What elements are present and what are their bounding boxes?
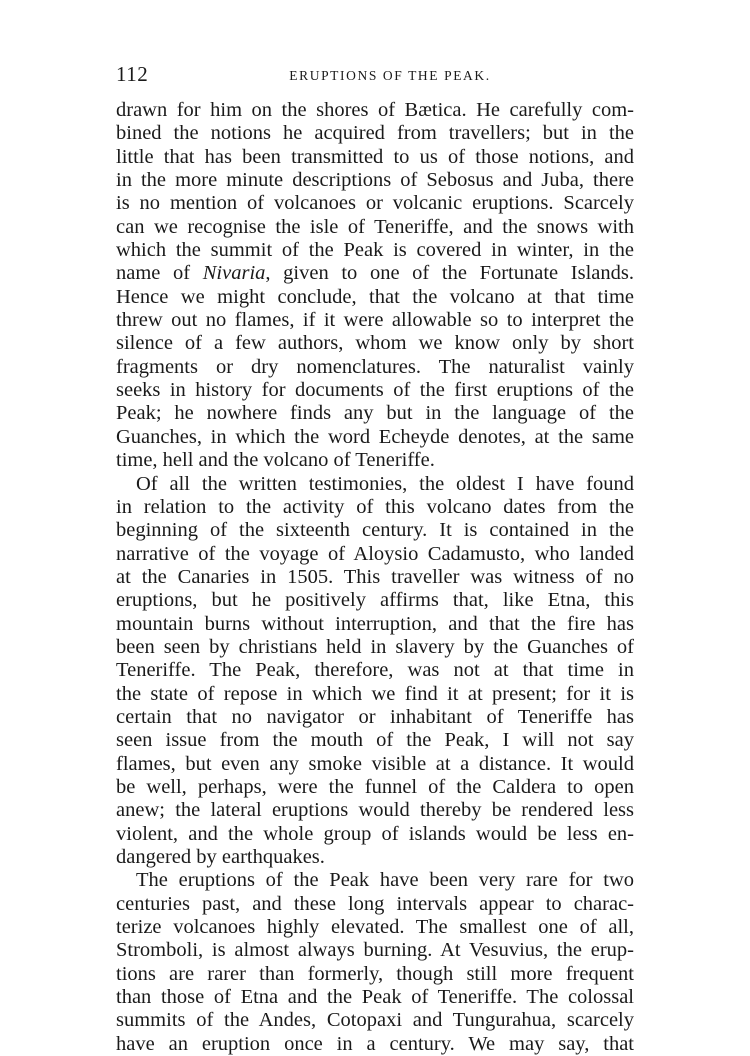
- text-line: beginning of the sixteenth century. It is contained in the: [116, 519, 634, 542]
- text-line: name of Nivaria, given to one of the Fortunate Islands.: [116, 262, 634, 285]
- text-line: eruptions, but he positively affirms that, like Etna, this: [116, 589, 634, 612]
- text-line: at the Canaries in 1505. This traveller was witness of no: [116, 565, 634, 588]
- text-line: fragments or dry nomenclatures. The naturalist vainly: [116, 355, 634, 378]
- text-line: in relation to the activity of this volcano dates from the: [116, 495, 634, 518]
- page-header: [116, 60, 634, 90]
- text-line: in the more minute descriptions of Sebosus and Juba, there: [116, 169, 634, 192]
- text-line: drawn for him on the shores of Bætica. He carefully com-: [116, 99, 634, 121]
- text-line: dangered by earthquakes.: [116, 846, 325, 868]
- text-line: time, hell and the volcano of Teneriffe.: [116, 449, 435, 472]
- italic-term: Nivaria: [202, 262, 266, 285]
- text-line: violent, and the whole group of islands would be less en-: [116, 822, 634, 845]
- body-text: [116, 99, 634, 1056]
- text-line: seen issue from the mouth of the Peak, I will not say: [116, 729, 634, 752]
- text-line: flames, but even any smoke visible at a distance. It would: [116, 752, 634, 775]
- text-line: the state of repose in which we find it at present; for it is: [116, 682, 634, 705]
- text-line: bined the notions he acquired from travellers; but in the: [116, 122, 634, 145]
- text-line: Peak; he nowhere finds any but in the language of the: [116, 402, 634, 425]
- text-line: little that has been transmitted to us of those notions, and: [116, 145, 634, 168]
- text-line: centuries past, and these long intervals appear to charac-: [116, 892, 634, 915]
- text-line: mountain burns without interruption, and that the fire has: [116, 612, 634, 635]
- text-line: which the summit of the Peak is covered in winter, in the: [116, 239, 634, 262]
- text-line: Teneriffe. The Peak, therefore, was not at that time in: [116, 659, 634, 682]
- text-line: be well, perhaps, were the funnel of the Caldera to open: [116, 775, 634, 798]
- page-number: 112: [116, 62, 149, 86]
- text-line: Guanches, in which the word Echeyde denotes, at the same: [116, 425, 634, 448]
- text-line: than those of Etna and the Peak of Teneriffe. The colossal: [116, 986, 634, 1009]
- text-line: anew; the lateral eruptions would thereby be rendered less: [116, 799, 634, 822]
- text-line: is no mention of volcanoes or volcanic eruptions. Scarcely: [116, 192, 634, 215]
- text-line: certain that no navigator or inhabitant of Teneriffe has: [116, 705, 634, 728]
- text-line: Of all the written testimonies, the oldest I have found: [136, 472, 634, 495]
- text-line: Stromboli, is almost always burning. At Vesuvius, the erup-: [116, 939, 634, 962]
- text-line: Hence we might conclude, that the volcano at that time: [116, 285, 634, 308]
- text-line: terize volcanoes highly elevated. The smallest one of all,: [116, 916, 634, 939]
- text-line: can we recognise the isle of Teneriffe, and the snows with: [116, 215, 634, 238]
- text-line: narrative of the voyage of Aloysio Cadamusto, who landed: [116, 542, 634, 565]
- text-line: have an eruption once in a century. We may say, that: [116, 1032, 634, 1055]
- text-line: summits of the Andes, Cotopaxi and Tungurahua, scarcely: [116, 1009, 634, 1032]
- text-line: seeks in history for documents of the first eruptions of the: [116, 379, 634, 402]
- text-line: silence of a few authors, whom we know only by short: [116, 332, 634, 355]
- text-line: tions are rarer than formerly, though still more frequent: [116, 962, 634, 985]
- running-head: ERUPTIONS OF THE PEAK.: [289, 68, 491, 83]
- text-line: threw out no flames, if it were allowable so to interpret the: [116, 309, 634, 332]
- text-line: The eruptions of the Peak have been very rare for two: [136, 869, 634, 892]
- text-line: been seen by christians held in slavery by the Guanches of: [116, 635, 634, 658]
